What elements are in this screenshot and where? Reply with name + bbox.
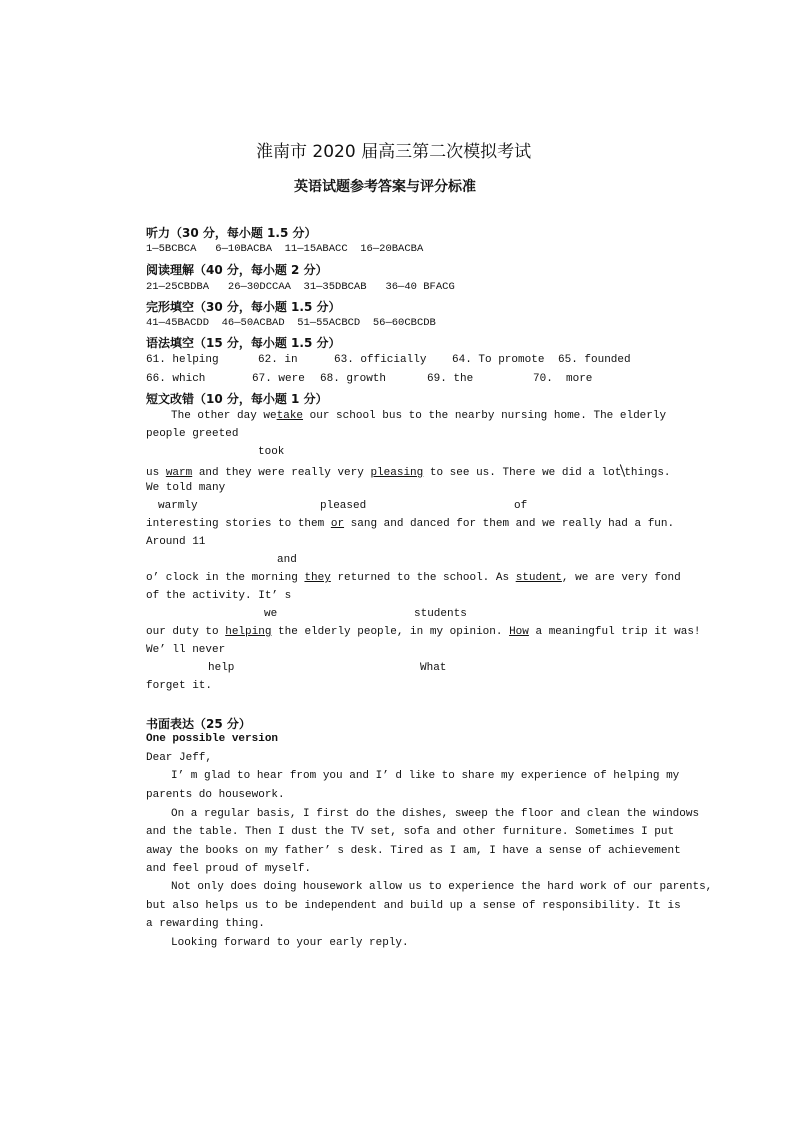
correction-fix: took	[258, 446, 285, 458]
correction-line-9: our duty to helping the elderly people, in my opinion. How a meaningful trip it was!	[146, 626, 701, 638]
correction-line-10: We’ ll never	[146, 644, 226, 656]
letter-line: and feel proud of myself.	[146, 863, 312, 875]
grammar-item-67: 67. were	[252, 373, 305, 385]
listening-answers: 1—5BCBCA 6—10BACBA 11—15ABACC 16—20BACBA	[146, 243, 424, 255]
correction-fix: of	[514, 500, 528, 512]
error-word: How	[509, 626, 529, 638]
grammar-item-63: 63. officially	[334, 354, 427, 366]
letter-line: and the table. Then I dust the TV set, sofa and other furniture. Sometimes I put	[146, 826, 675, 838]
letter-salutation: Dear Jeff,	[146, 752, 213, 764]
correction-line-7: o’ clock in the morning they returned to the school. As student, we are very fond	[146, 572, 681, 584]
reading-answers: 21—25CBDBA 26—30DCCAA 31—35DBCAB 36—40 BFACG	[146, 281, 455, 293]
letter-line: On a regular basis, I first do the dishes, sweep the floor and clean the windows	[171, 808, 700, 820]
correction-line-6: Around 11	[146, 536, 206, 548]
correction-fix: students	[414, 608, 467, 620]
correction-line-2: people greeted	[146, 428, 239, 440]
correction-fix: help	[208, 662, 235, 674]
correction-heading: 短文改错（10 分，每小题 1 分）	[146, 392, 328, 406]
page-subtitle: 英语试题参考答案与评分标准	[294, 179, 476, 195]
letter-line: but also helps us to be independent and build up a sense of responsibility. It is	[146, 900, 681, 912]
correction-line-8: of the activity. It’ s	[146, 590, 292, 602]
error-word: helping	[225, 626, 272, 638]
grammar-item-61: 61. helping	[146, 354, 219, 366]
cloze-answers: 41—45BACDD 46—50ACBAD 51—55ACBCD 56—60CBCDB	[146, 317, 436, 329]
cloze-heading: 完形填空（30 分，每小题 1.5 分）	[146, 300, 341, 314]
error-word: student	[515, 572, 562, 584]
writing-version-label: One possible version	[146, 733, 279, 745]
correction-line-1: The other day wetake our school bus to the nearby nursing home. The elderly	[171, 410, 667, 422]
grammar-item-64: 64. To promote	[452, 354, 545, 366]
letter-line: I’ m glad to hear from you and I’ d like to share my experience of helping my	[171, 770, 680, 782]
correction-fix: What	[420, 662, 447, 674]
correction-line-11: forget it.	[146, 680, 213, 692]
correction-fix: warmly	[158, 500, 198, 512]
correction-fix: and	[277, 554, 297, 566]
letter-line: Not only does doing housework allow us to experience the hard work of our parents,	[171, 881, 713, 893]
letter-closing: Looking forward to your early reply.	[171, 937, 409, 949]
grammar-item-66: 66. which	[146, 373, 206, 385]
letter-line: away the books on my father’ s desk. Tired as I am, I have a sense of achievement	[146, 845, 681, 857]
reading-heading: 阅读理解（40 分，每小题 2 分）	[146, 263, 328, 277]
writing-heading: 书面表达（25 分）	[146, 717, 251, 731]
error-word: or	[330, 518, 345, 530]
letter-line: a rewarding thing.	[146, 918, 265, 930]
grammar-item-70: 70. more	[533, 373, 593, 385]
error-word: warm	[165, 467, 193, 479]
grammar-item-65: 65. founded	[558, 354, 631, 366]
correction-line-4: We told many	[146, 482, 226, 494]
letter-line: parents do housework.	[146, 789, 285, 801]
listening-heading: 听力（30 分，每小题 1.5 分）	[146, 226, 317, 240]
grammar-heading: 语法填空（15 分，每小题 1.5 分）	[146, 336, 341, 350]
error-word: take	[276, 410, 304, 422]
correction-fix: we	[264, 608, 278, 620]
grammar-item-68: 68. growth	[320, 373, 387, 385]
page-title: 淮南市 2020 届高三第二次模拟考试	[256, 142, 532, 162]
correction-line-3: us warm and they were really very pleasing to see us. There we did a lot things.	[146, 464, 671, 479]
correction-line-5: interesting stories to them or sang and danced for them and we really had a fun.	[146, 518, 675, 530]
grammar-item-62: 62. in	[258, 354, 298, 366]
correction-fix: pleased	[320, 500, 367, 512]
error-word: they	[304, 572, 331, 584]
error-word: pleasing	[370, 467, 424, 479]
grammar-item-69: 69. the	[427, 373, 474, 385]
